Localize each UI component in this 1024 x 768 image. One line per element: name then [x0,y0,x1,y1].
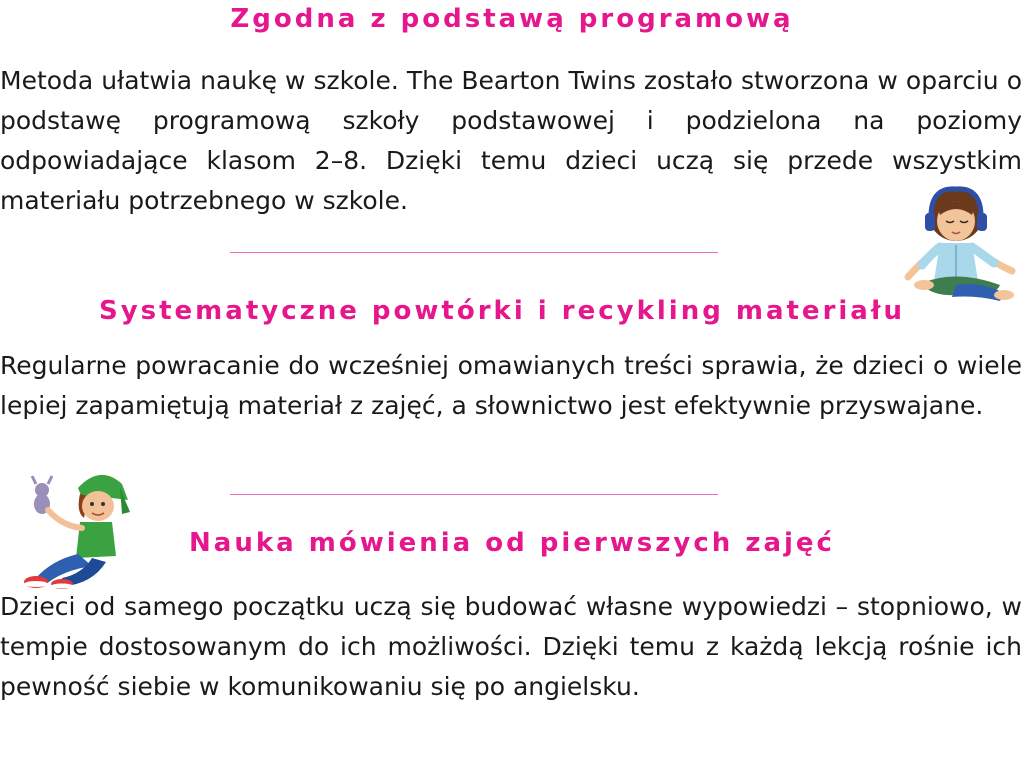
section-divider [230,252,718,253]
heading-curriculum: Zgodna z podstawą programową [230,4,794,34]
heading-recycling: Systematyczne powtórki i recykling materiału [98,296,906,326]
meditating-girl-illustration [900,185,1024,313]
section-divider [230,494,718,495]
paragraph-speaking: Dzieci od samego początku uczą się budować własne wypowiedzi – stopniowo, w tempie dostosowanym do ich możliwości. Dzięki temu z każdą lekcją rośnie ich pewność siebie w komunikowaniu się po angielsku. [0,592,1022,701]
heading-speaking: Nauka mówienia od pierwszych zajęć [189,528,835,558]
paragraph-recycling: Regularne powracanie do wcześniej omawianych treści sprawia, że dzieci o wiele lepiej zapamiętują materiał z zajęć, a słownictwo jest efektywnie przyswajane. [0,351,1022,420]
paragraph-curriculum: Metoda ułatwia naukę w szkole. The Bearton Twins zostało stworzona w oparciu o podstawę programową szkoły podstawowej i podzielona na poziomy odpowiadające klasom 2–8. Dzięki temu dzieci uczą się przede wszystkim materiału potrzebnego w szkole. [0,66,1022,215]
